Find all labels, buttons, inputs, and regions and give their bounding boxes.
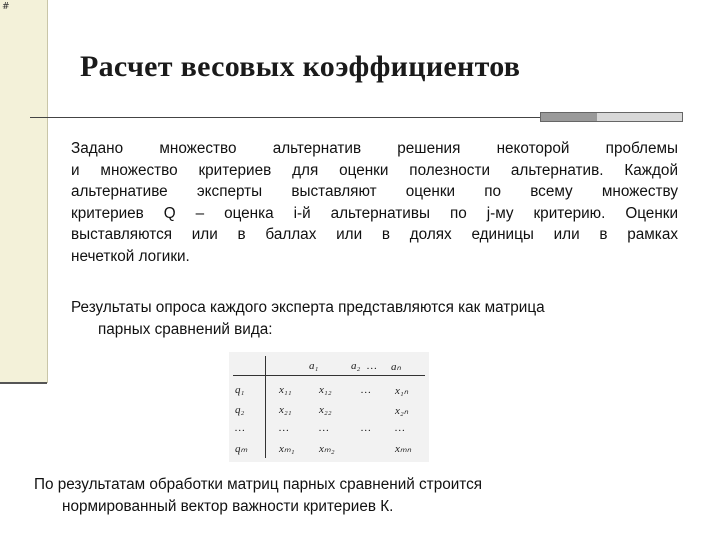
paragraph-line: альтернативе эксперты выставляют оценки по всему множеству bbox=[71, 183, 678, 201]
matrix-cell: … bbox=[279, 422, 289, 434]
matrix-cell: x₁ₙ bbox=[395, 385, 409, 397]
paragraph-line: нечеткой логики. bbox=[71, 247, 190, 265]
matrix-row-label: … bbox=[235, 422, 245, 434]
paragraph-results bbox=[71, 297, 671, 340]
matrix-cell: … bbox=[395, 422, 405, 434]
corner-mark: # bbox=[2, 2, 10, 12]
matrix-horizontal-rule bbox=[233, 375, 425, 376]
paragraph-line: Задано множество альтернатив решения некоторой проблемы bbox=[71, 140, 678, 157]
matrix-cell: xₘ₂ bbox=[319, 443, 335, 455]
paragraph-conclusion bbox=[34, 474, 674, 517]
matrix-cell: … bbox=[361, 384, 371, 396]
matrix-cell: … bbox=[319, 422, 329, 434]
matrix-cell: xₘ₁ bbox=[279, 443, 295, 455]
paragraph-intro bbox=[71, 138, 678, 268]
slide-title: Расчет весовых коэффициентов bbox=[80, 50, 521, 83]
title-rule-ornament bbox=[540, 112, 683, 122]
matrix-row-label: q₂ bbox=[235, 404, 245, 416]
title-rule bbox=[30, 117, 540, 118]
paragraph-line: и множество критериев для оценки полезности альтернатив. Каждой bbox=[71, 161, 678, 179]
matrix-vertical-rule bbox=[265, 356, 266, 458]
matrix-cell: … bbox=[361, 422, 371, 434]
matrix-cell: xₘₙ bbox=[395, 443, 412, 455]
paragraph-line: парных сравнений вида: bbox=[98, 320, 273, 338]
matrix-cell: x₁₁ bbox=[279, 384, 292, 396]
matrix-cell: x₁₂ bbox=[319, 384, 332, 396]
paragraph-line: По результатам обработки матриц парных сравнений строится bbox=[34, 476, 483, 493]
matrix-cell: x₂₂ bbox=[319, 404, 332, 416]
matrix-header-cell: aₙ bbox=[391, 361, 401, 373]
matrix-header-cell: a₁ bbox=[309, 360, 319, 372]
paragraph-line: нормированный вектор важности критериев К. bbox=[62, 497, 394, 515]
paragraph-line: выставляются или в баллах или в долях единицы или в рамках bbox=[71, 226, 678, 244]
matrix-row-label: qₘ bbox=[235, 443, 248, 455]
paragraph-line: критериев Q – оценка i-й альтернативы по j-му критерию. Оценки bbox=[71, 204, 678, 222]
paragraph-line: Результаты опроса каждого эксперта представляются как матрица bbox=[71, 299, 545, 316]
pairwise-matrix-image bbox=[229, 352, 429, 462]
matrix-cell: x₂ₙ bbox=[395, 405, 409, 417]
matrix-row-label: q₁ bbox=[235, 384, 245, 396]
left-decorative-band bbox=[0, 0, 48, 383]
pairwise-matrix bbox=[229, 352, 429, 462]
matrix-header-cell: a₂ bbox=[351, 360, 361, 372]
matrix-cell: x₂₁ bbox=[279, 404, 292, 416]
left-band-rule bbox=[0, 382, 47, 384]
matrix-header-cell: … bbox=[367, 360, 377, 372]
